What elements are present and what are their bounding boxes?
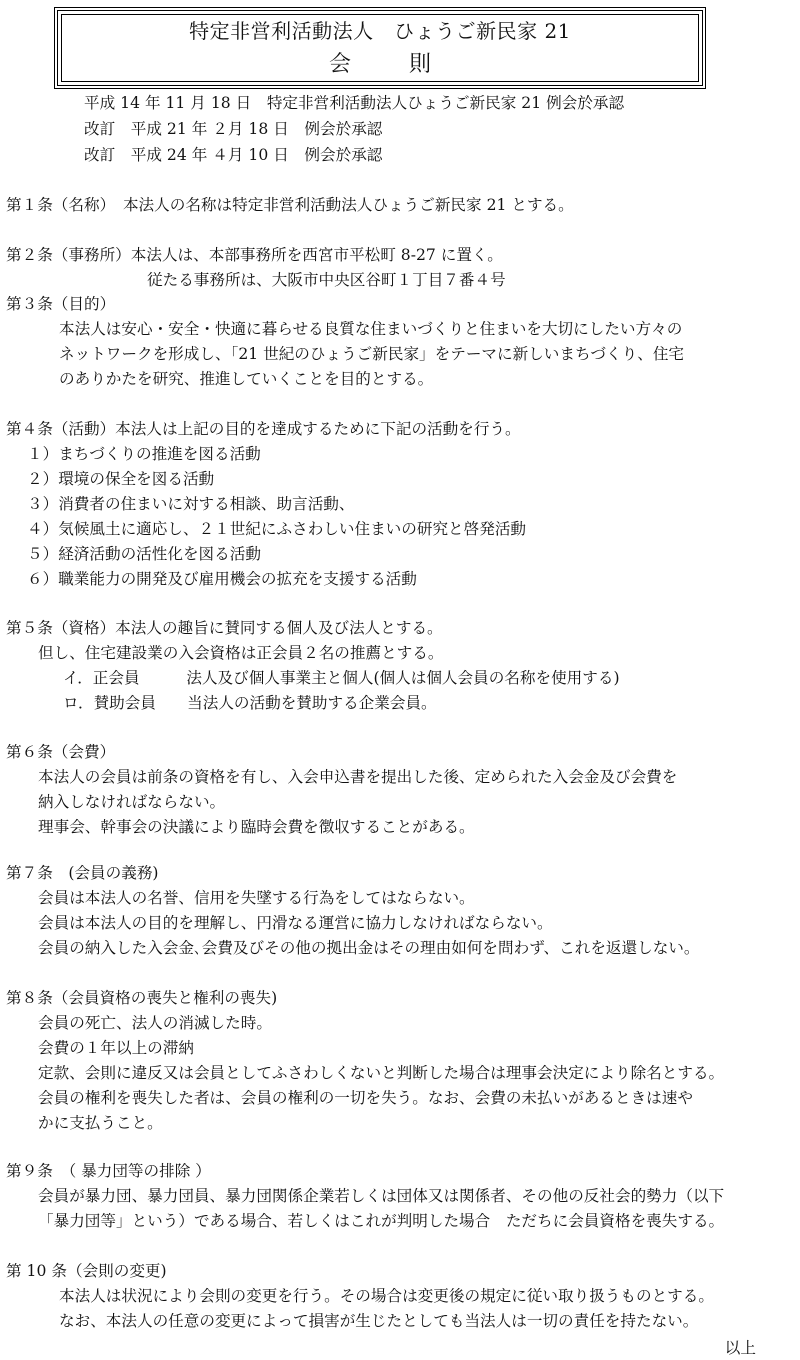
- article-8-line: 会員の権利を喪失した者は、会員の権利の一切を失う。なお、会費の未払いがあるときは速や: [38, 1089, 693, 1107]
- article-7-line: 会員は本法人の名誉、信用を失墜する行為をしてはならない。: [38, 889, 475, 907]
- article-6-line: 理事会、幹事会の決議により臨時会費を徴収することがある。: [38, 818, 475, 836]
- article-4-heading: 第４条（活動）本法人は上記の目的を達成するために下記の活動を行う。: [6, 420, 521, 438]
- article-4-item: １）まちづくりの推進を図る活動: [27, 445, 261, 463]
- article-7-line: 会員の納入した入会金､会費及びその他の拠出金はその理由如何を問わず、これを返還しない。: [38, 939, 700, 957]
- article-5-heading: 第５条（資格）本法人の趣旨に賛同する個人及び法人とする。: [6, 619, 443, 637]
- article-3-line: のありかたを研究、推進していくことを目的とする。: [59, 370, 434, 388]
- history-line: 改訂 平成 21 年 ２月 18 日 例会於承認: [84, 120, 383, 138]
- article-6-line: 本法人の会員は前条の資格を有し、入会申込書を提出した後、定められた入会金及び会費を: [38, 768, 678, 786]
- article-10-line: 本法人は状況により会則の変更を行う。その場合は変更後の規定に従い取り扱うものとする。: [59, 1287, 714, 1305]
- article-4-item: ３）消費者の住まいに対する相談、助言活動、: [27, 495, 355, 513]
- article-8-line: 会費の１年以上の滞納: [38, 1039, 194, 1057]
- article-7-line: 会員は本法人の目的を理解し、円滑なる運営に協力しなければならない。: [38, 914, 553, 932]
- article-4-item: ４）気候風土に適応し、２１世紀にふさわしい住まいの研究と啓発活動: [27, 520, 527, 538]
- article-9-line: 「暴力団等」という）である場合、若しくはこれが判明した場合 ただちに会員資格を喪失する。: [38, 1212, 725, 1230]
- article-8-heading: 第８条（会員資格の喪失と権利の喪失): [6, 989, 278, 1007]
- article-6-line: 納入しなければならない。: [38, 793, 226, 811]
- article-3-heading: 第３条（目的）: [6, 295, 116, 313]
- article-2-line: 従たる事務所は、大阪市中央区谷町１丁目７番４号: [147, 271, 506, 289]
- title-box: [54, 7, 706, 89]
- closing-mark: 以上: [724, 1339, 756, 1357]
- article-1: 第１条（名称） 本法人の名称は特定非営利活動法人ひょうご新民家 21 とする。: [6, 196, 574, 214]
- title-organization: 特定非営利活動法人 ひょうご新民家 21: [189, 19, 571, 43]
- article-4-item: ５）経済活動の活性化を図る活動: [27, 545, 261, 563]
- history-line: 改訂 平成 24 年 ４月 10 日 例会於承認: [84, 146, 383, 164]
- article-6-heading: 第６条（会費）: [6, 743, 116, 761]
- article-5-item: イ．正会員 法人及び個人事業主と個人(個人は個人会員の名称を使用する): [63, 669, 620, 687]
- article-10-heading: 第 10 条（会則の変更): [6, 1262, 167, 1280]
- article-5-line: 但し、住宅建設業の入会資格は正会員２名の推薦とする。: [38, 644, 444, 662]
- article-3-line: 本法人は安心・安全・快適に暮らせる良質な住まいづくりと住まいを大切にしたい方々の: [59, 320, 683, 338]
- article-9-line: 会員が暴力団、暴力団員、暴力団関係企業若しくは団体又は関係者、その他の反社会的勢力（以下: [38, 1187, 725, 1205]
- article-8-line: 定款、会則に違反又は会員としてふさわしくないと判断した場合は理事会決定により除名とする。: [38, 1064, 725, 1082]
- title-document: 会 則: [328, 52, 449, 77]
- article-8-line: かに支払うこと。: [38, 1114, 163, 1132]
- article-7-heading: 第７条 (会員の義務): [6, 864, 159, 882]
- article-4-item: ２）環境の保全を図る活動: [27, 470, 215, 488]
- article-8-line: 会員の死亡、法人の消滅した時。: [38, 1014, 272, 1032]
- article-5-item: ロ．賛助会員 当法人の活動を賛助する企業会員。: [63, 694, 437, 712]
- article-9-heading: 第９条 （ 暴力団等の排除 ）: [6, 1162, 211, 1180]
- article-10-line: なお、本法人の任意の変更によって損害が生じたとしても当法人は一切の責任を持たない。: [59, 1312, 699, 1330]
- history-line: 平成 14 年 11 月 18 日 特定非営利活動法人ひょうご新民家 21 例会於承認: [84, 94, 625, 112]
- article-4-item: ６）職業能力の開発及び雇用機会の拡充を支援する活動: [27, 570, 417, 588]
- article-3-line: ネットワークを形成し、「21 世紀のひょうご新民家」をテーマに新しいまちづくり、住宅: [59, 345, 684, 363]
- article-2-heading: 第２条（事務所）本法人は、本部事務所を西宮市平松町 8-27 に置く。: [6, 246, 503, 264]
